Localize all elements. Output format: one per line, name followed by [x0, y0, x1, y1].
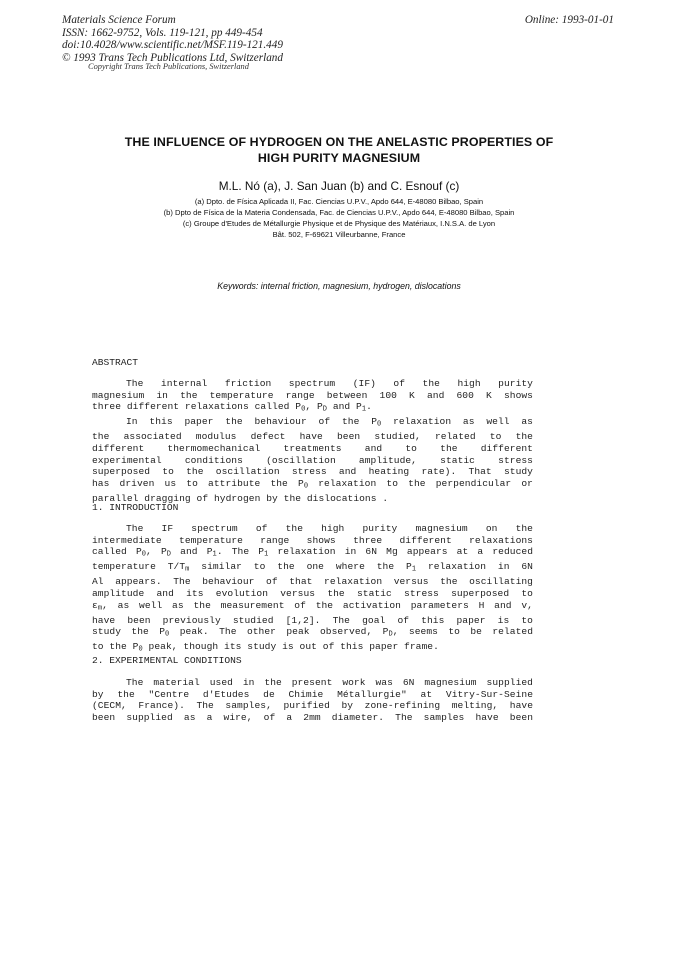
text-line: (CECM, France). The samples, purified by zone-refining melting, have: [92, 700, 533, 712]
text-line: superposed to the oscillation stress and heating rate). That study: [92, 466, 533, 478]
text-line: experimental conditions (oscillation amplitude, static stress: [92, 454, 533, 466]
abstract-text: [92, 378, 533, 504]
text-line: the associated modulus defect have been studied, related to the: [92, 431, 533, 443]
experimental-text: [92, 677, 533, 723]
text-line: have been previously studied [1,2]. The goal of this paper is to: [92, 614, 533, 626]
introduction-text: [92, 523, 533, 656]
text-line: called $P_0$, $P_D$ and $P_1$. The $P_1$ relaxation in 6N Mg appears at a reduced: [92, 546, 534, 559]
text-line: been supplied as a wire, of a 2mm diameter. The samples have been: [92, 711, 533, 723]
abstract-heading: ABSTRACT: [92, 357, 139, 368]
text-line: The material used in the present work was 6N magnesium supplied: [126, 677, 533, 688]
text-line: three different relaxations called $P_0$, $P_D$ and $P_1$.: [92, 401, 372, 414]
affiliation-c: (c) Groupe d'Etudes de Métallurgie Physique et de Physique des Matériaux, I.N.S.A. de Lyon: [182, 218, 496, 228]
text-line: The IF spectrum of the high purity magnesium on the: [126, 523, 533, 534]
text-line: temperature $T/T_m$ similar to the one where the $P_1$ relaxation in 6N: [92, 561, 533, 574]
title-line-1: THE INFLUENCE OF HYDROGEN ON THE ANELASTIC PROPERTIES OF: [124, 135, 554, 149]
affiliations: [60, 197, 618, 241]
affiliation-a: (a) Dpto. de Física Aplicada II, Fac. Ciencias U.P.V., Apdo 644, E-48080 Bilbao, Spain: [194, 197, 484, 206]
text-line: parallel dragging of hydrogen by the dislocations .: [92, 492, 389, 504]
text-line: The internal friction spectrum (IF) of the high purity: [126, 378, 533, 389]
text-line: $\varepsilon_m$, as well as the measurement of the activation parameters H and v,: [92, 599, 533, 613]
text-line: intermediate temperature range shows three different relaxations: [92, 534, 533, 546]
issn-line: ISSN: 1662-9752, Vols. 119-121, pp 449-454: [62, 26, 263, 39]
keywords: Keywords: internal friction, magnesium, hydrogen, dislocations: [217, 281, 461, 291]
text-line: to the $P_0$ peak, though its study is out of this paper frame.: [92, 641, 439, 654]
copyright-line: © 1993 Trans Tech Publications Ltd, Switzerland: [62, 51, 283, 64]
text-line: In this paper the behaviour of the $P_0$ relaxation as well as: [126, 416, 533, 429]
paper-title: [60, 134, 618, 166]
text-line: different thermomechanical treatments and to the different: [92, 442, 533, 454]
text-line: study the $P_0$ peak. The other peak observed, $P_D$, seems to be related: [92, 626, 533, 639]
title-line-2: HIGH PURITY MAGNESIUM: [257, 151, 421, 165]
text-line: has driven us to attribute the $P_0$ relaxation to the perpendicular or: [92, 477, 533, 491]
copyright-small: Copyright Trans Tech Publications, Switzerland: [88, 62, 249, 71]
text-line: magnesium in the temperature range between 100 K and 600 K shows: [92, 389, 533, 401]
introduction-heading: 1. INTRODUCTION: [92, 502, 179, 513]
journal-name: Materials Science Forum: [62, 14, 176, 26]
affiliation-b: (b) Dpto de Física de la Materia Condensada, Fac. de Ciencias U.P.V., Apdo 644, E-48080 Bilbao, Spain: [163, 207, 515, 217]
affiliation-c-address: Bât. 502, F-69621 Villeurbanne, France: [272, 229, 406, 239]
journal-header: [62, 14, 283, 64]
text-line: amplitude and its evolution versus the static stress superposed to: [92, 587, 533, 599]
text-line: by the "Centre d'Etudes de Chimie Métallurgie" at Vitry-Sur-Seine: [92, 688, 533, 700]
online-date: Online: 1993-01-01: [524, 14, 614, 26]
doi-line: doi:10.4028/www.scientific.net/MSF.119-121.449: [62, 39, 283, 52]
authors: M.L. Nó (a), J. San Juan (b) and C. Esnouf (c): [218, 179, 460, 193]
text-line: Al appears. The behaviour of that relaxation versus the oscillating: [92, 576, 533, 588]
experimental-heading: 2. EXPERIMENTAL CONDITIONS: [92, 655, 242, 666]
